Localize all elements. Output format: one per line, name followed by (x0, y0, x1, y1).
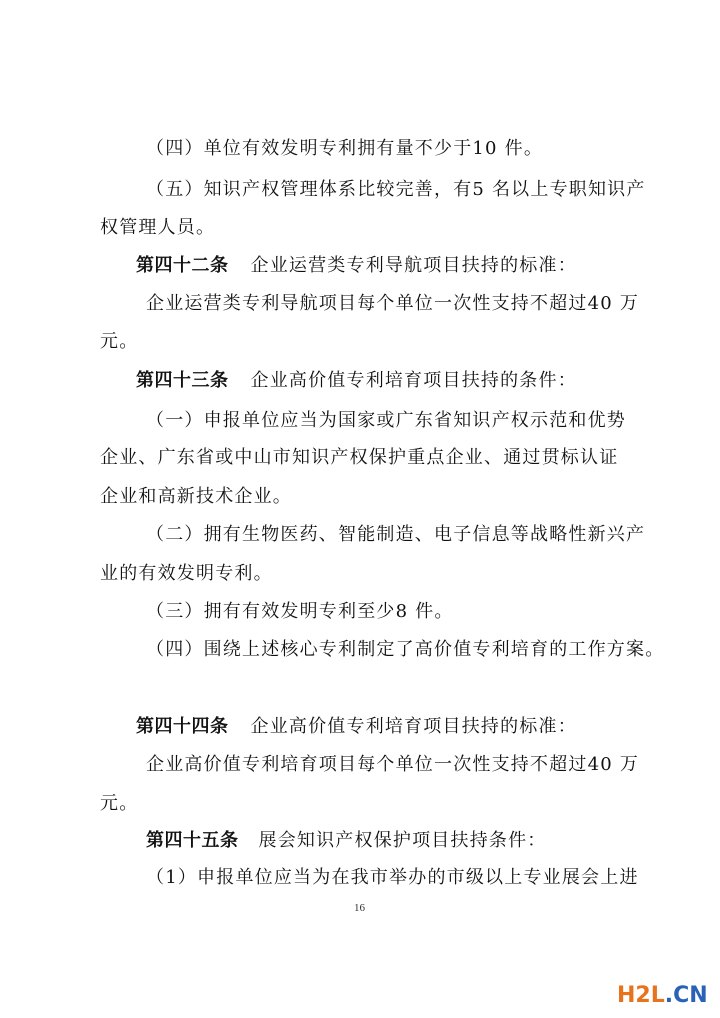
article-45-title: 第四十五条 (146, 830, 239, 851)
article-45-text: 展会知识产权保护项目扶持条件： (258, 830, 547, 851)
article-43-title: 第四十三条 (136, 370, 229, 391)
watermark-text-part1: H2L (617, 983, 665, 1008)
article-42 (136, 254, 577, 278)
page-number: 16 (354, 902, 365, 914)
article-42-text: 企业运营类专利导航项目扶持的标准： (250, 255, 577, 276)
article-43-item-1-cont: 企业、广东省或中山市知识产权保护重点企业、通过贯标认证 (100, 447, 619, 468)
article-43-item-2: （二）拥有生物医药、智能制造、电子信息等战略性新兴产 (146, 524, 646, 545)
item-4-patent-count: （四）单位有效发明专利拥有量不少于10 件。 (146, 138, 544, 159)
article-42-body: 企业运营类专利导航项目每个单位一次性支持不超过40 万 (146, 293, 640, 314)
article-43-item-2-cont: 业的有效发明专利。 (100, 563, 273, 584)
article-43-item-3: （三）拥有有效发明专利至少8 件。 (146, 601, 454, 622)
item-5-ip-management-cont: 权管理人员。 (100, 217, 216, 238)
watermark-text-part2: .CN (664, 983, 708, 1008)
item-5-ip-management: （五）知识产权管理体系比较完善，有5 名以上专职知识产 (146, 179, 646, 200)
article-44-body: 企业高价值专利培育项目每个单位一次性支持不超过40 万 (146, 754, 640, 775)
article-43 (136, 369, 577, 393)
article-45 (146, 829, 547, 853)
article-44 (136, 715, 577, 739)
article-43-item-1-cont2: 企业和高新技术企业。 (100, 486, 292, 507)
article-42-title: 第四十二条 (136, 255, 229, 276)
site-watermark-logo (617, 983, 708, 1008)
article-42-body-cont: 元。 (100, 331, 139, 352)
article-43-item-4: （四）围绕上述核心专利制定了高价值专利培育的工作方案。 (146, 639, 665, 660)
article-43-item-1: （一）申报单位应当为国家或广东省知识产权示范和优势 (146, 410, 626, 431)
article-44-body-cont: 元。 (100, 793, 139, 814)
article-44-text: 企业高价值专利培育项目扶持的标准： (250, 716, 577, 737)
article-44-title: 第四十四条 (136, 716, 229, 737)
article-43-text: 企业高价值专利培育项目扶持的条件： (250, 370, 577, 391)
article-45-item-1: （1）申报单位应当为在我市举办的市级以上专业展会上进 (146, 867, 639, 888)
